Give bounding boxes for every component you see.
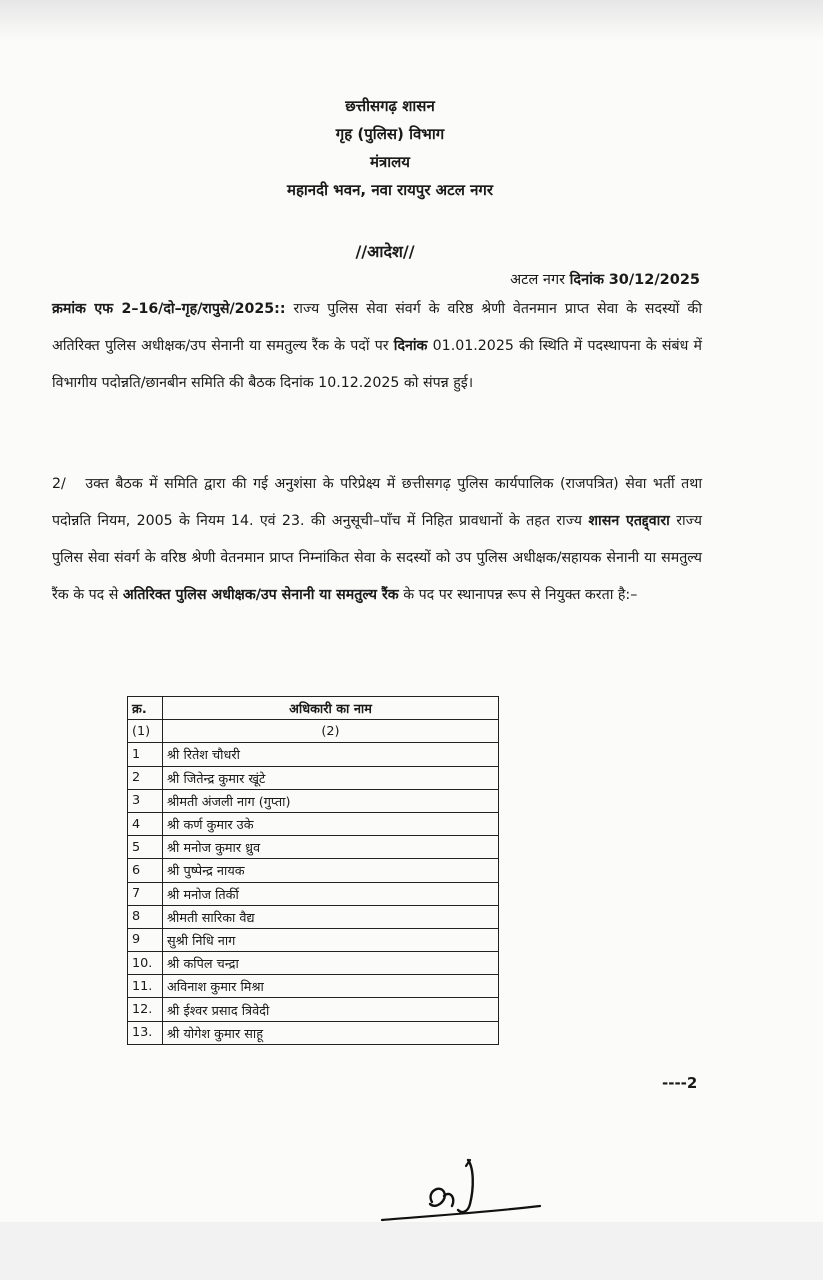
officer-name: श्री मनोज तिर्की xyxy=(163,882,499,905)
serial-number: 10. xyxy=(128,952,163,975)
table-subheader-row xyxy=(128,720,499,743)
department-name: गृह (पुलिस) विभाग xyxy=(335,125,445,143)
table-row xyxy=(128,859,499,882)
subheader-officer-name: (2) xyxy=(163,720,499,743)
table-row xyxy=(128,789,499,812)
paragraph-2-text-b: राज्य पुलिस सेवा संवर्ग के वरिष्ठ श्रेणी वेतनमान प्राप्त निम्नांकित सेवा के सदस्यों को उप पुलिस अधीक्षक/सहायक सेनानी या समतुल्य रैंक के पद से xyxy=(52,513,703,603)
header-officer-name: अधिकारी का नाम xyxy=(163,697,499,720)
serial-number: 7 xyxy=(128,882,163,905)
serial-number: 8 xyxy=(128,905,163,928)
ministry-label: मंत्रालय xyxy=(369,153,410,171)
page-continuation-marker: ----2 xyxy=(662,1074,698,1092)
table-row xyxy=(128,975,499,998)
officer-name: श्री रितेश चौधरी xyxy=(163,743,499,766)
table-row xyxy=(128,1021,499,1044)
officers-table xyxy=(127,696,499,1045)
paragraph-1-text-a: राज्य पुलिस सेवा संवर्ग के वरिष्ठ श्रेणी वेतनमान प्राप्त सेवा के सदस्यों की अतिरिक्त पुलिस अधीक्षक/उप सेनानी या समतुल्य रैंक के पदों पर xyxy=(52,301,702,354)
handwritten-signature xyxy=(370,1140,570,1230)
office-address: महानदी भवन, नवा रायपुर अटल नगर xyxy=(286,181,494,199)
serial-number: 4 xyxy=(128,812,163,835)
serial-number: 3 xyxy=(128,789,163,812)
letterhead xyxy=(180,92,600,204)
table-row xyxy=(128,743,499,766)
paragraph-1 xyxy=(52,291,702,402)
paragraph-2-text-c: के पद पर स्थानापन्न रूप से नियुक्त करता है:– xyxy=(403,587,638,603)
officer-name: श्री कपिल चन्द्रा xyxy=(163,952,499,975)
subheader-serial: (1) xyxy=(128,720,163,743)
paragraph-2-bold-b: अतिरिक्त पुलिस अधीक्षक/उप सेनानी या समतुल्य रैंक xyxy=(122,587,399,603)
officer-name: सुश्री निधि नाग xyxy=(163,928,499,951)
officer-name: श्रीमती सारिका वैद्य xyxy=(163,905,499,928)
serial-number: 13. xyxy=(128,1021,163,1044)
serial-number: 1 xyxy=(128,743,163,766)
table-row xyxy=(128,812,499,835)
serial-number: 9 xyxy=(128,928,163,951)
order-date xyxy=(410,269,700,289)
table-row xyxy=(128,998,499,1021)
table-row xyxy=(128,882,499,905)
paragraph-2-text-a: उक्त बैठक में समिति द्वारा की गई अनुशंसा के परिप्रेक्ष्य में छत्तीसगढ़ पुलिस कार्यपालिक (राजपत्रित) सेवा भर्ती तथा पदोन्नति नियम, 2005 के नियम 14. एवं 23. की अनुसूची–पाँच में निहित प्रावधानों के तहत राज्य xyxy=(52,476,702,529)
table-header-row xyxy=(128,697,499,720)
serial-number: 6 xyxy=(128,859,163,882)
paragraph-2 xyxy=(52,466,702,614)
date-value: 30/12/2025 xyxy=(608,272,700,288)
header-serial: क्र. xyxy=(128,697,163,720)
serial-number: 12. xyxy=(128,998,163,1021)
officer-name: श्री पुष्पेन्द्र नायक xyxy=(163,859,499,882)
officer-name: श्री योगेश कुमार साहू xyxy=(163,1021,499,1044)
serial-number: 5 xyxy=(128,836,163,859)
table-row xyxy=(128,766,499,789)
paragraph-1-date-label: दिनांक xyxy=(393,338,428,354)
table-row xyxy=(128,905,499,928)
officer-name: श्रीमती अंजली नाग (गुप्ता) xyxy=(163,789,499,812)
date-label: दिनांक xyxy=(569,272,605,288)
government-name: छत्तीसगढ़ शासन xyxy=(345,97,435,115)
reference-number: क्रमांक एफ 2–16/दो–गृह/रापुसे/2025:: xyxy=(52,301,286,317)
officer-name: श्री कर्ण कुमार उके xyxy=(163,812,499,835)
table-row xyxy=(128,952,499,975)
officer-name: श्री ईश्वर प्रसाद त्रिवेदी xyxy=(163,998,499,1021)
paragraph-2-bold-a: शासन एतद्द्वारा xyxy=(588,513,670,529)
officer-name: श्री मनोज कुमार ध्रुव xyxy=(163,836,499,859)
serial-number: 2 xyxy=(128,766,163,789)
table-row xyxy=(128,928,499,951)
order-title: //आदेश// xyxy=(355,242,415,261)
page-shadow-top xyxy=(0,0,823,40)
serial-number: 11. xyxy=(128,975,163,998)
page-shadow-bottom xyxy=(0,1222,823,1280)
officer-name: अविनाश कुमार मिश्रा xyxy=(163,975,499,998)
paragraph-1-text-b: 01.01.2025 की स्थिति में पदस्थापना के संबंध में विभागीय पदोन्नति/छानबीन समिति की बैठक दिनांक 10.12.2025 को संपन्न हुई। xyxy=(52,338,702,391)
table-row xyxy=(128,836,499,859)
paragraph-2-number: 2/ xyxy=(52,476,66,492)
date-place: अटल नगर xyxy=(510,272,566,288)
officer-name: श्री जितेन्द्र कुमार खूंटे xyxy=(163,766,499,789)
